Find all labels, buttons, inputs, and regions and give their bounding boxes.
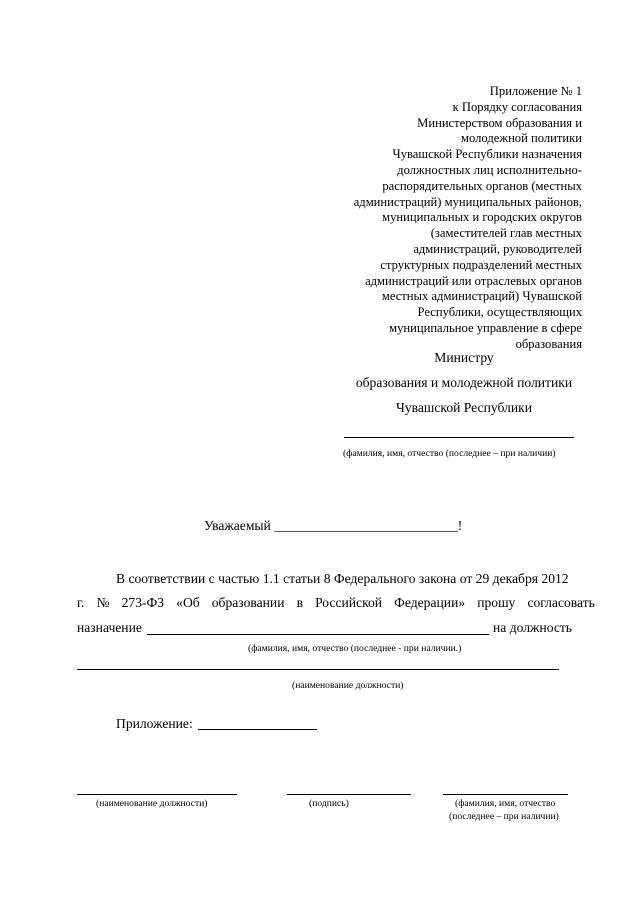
position-caption: (наименование должности) [292, 680, 404, 691]
request-line-2-word: № [96, 595, 110, 610]
appendix-line: муниципальное управление в сфере [389, 320, 582, 335]
appendix-line: Министерством образования и [417, 115, 582, 130]
signature-caption: (подпись) [309, 798, 349, 809]
appendix-line: администраций) муниципальных районов, [353, 194, 582, 209]
addressee-line-1: Министру [434, 350, 494, 365]
request-line-2-word: г. [77, 595, 85, 610]
request-line-2-word: 273-ФЗ [121, 595, 165, 610]
addressee-line-2: образования и молодежной политики [355, 375, 573, 390]
signatory-position-caption: (наименование должности) [96, 798, 208, 809]
request-line-2 [77, 595, 595, 611]
appendix-line: должностных лиц исполнительно- [397, 162, 582, 177]
addressee-name-caption: (фамилия, имя, отчество (последнее – при наличии) [343, 448, 556, 459]
appendix-line: (заместителей глав местных [430, 226, 582, 241]
signatory-name-caption-2: (последнее – при наличии) [449, 811, 559, 822]
attachment-label: Приложение: [116, 716, 193, 731]
request-line-1: В соответствии с частью 1.1 статьи 8 Федерального закона от 29 декабря 2012 [116, 571, 569, 586]
request-line-3-prefix: назначение [77, 620, 142, 635]
request-line-2-word: в [296, 595, 303, 610]
request-line-2-word: прошу [477, 595, 516, 610]
request-line-2-word: согласовать [527, 595, 595, 610]
signatory-position-line [77, 794, 237, 795]
request-line-2-word: образовании [211, 595, 285, 610]
request-line-3-suffix: на должность [493, 620, 573, 635]
request-line-2-word: «Об [176, 595, 200, 610]
appendix-header [292, 84, 582, 353]
appointee-name-caption: (фамилия, имя, отчество (последнее - при наличии.) [248, 643, 462, 654]
position-line [77, 669, 559, 670]
appendix-line: распорядительных органов (местных [382, 178, 582, 193]
appointee-name-line [147, 634, 489, 635]
addressee-line-3: Чувашской Республики [396, 400, 532, 415]
appendix-line: местных администраций) Чувашской [381, 289, 582, 304]
signatory-name-caption-1: (фамилия, имя, отчество [455, 798, 556, 809]
appendix-line: молодежной политики [461, 131, 582, 146]
appendix-line: муниципальных и городских округов [382, 210, 582, 225]
signature-line [287, 794, 411, 795]
appendix-line: Республики, осуществляющих [417, 305, 582, 320]
request-line-2-word: Федерации» [394, 595, 466, 610]
greeting: Уважаемый ___________________________! [204, 518, 463, 533]
appendix-line: Приложение № 1 [489, 84, 582, 98]
appendix-line: администраций или отраслевых органов [365, 273, 582, 288]
addressee-name-line [344, 437, 574, 438]
attachment-line [198, 729, 317, 730]
request-line-2-word: Российской [315, 595, 383, 610]
appendix-line: структурных подразделений местных [380, 257, 582, 272]
appendix-line: к Порядку согласования [452, 99, 582, 114]
appendix-line: Чувашской Республики назначения [392, 147, 582, 162]
appendix-line: администраций, руководителей [413, 241, 582, 256]
signatory-name-line [443, 794, 568, 795]
appendix-line: образования [515, 336, 582, 351]
